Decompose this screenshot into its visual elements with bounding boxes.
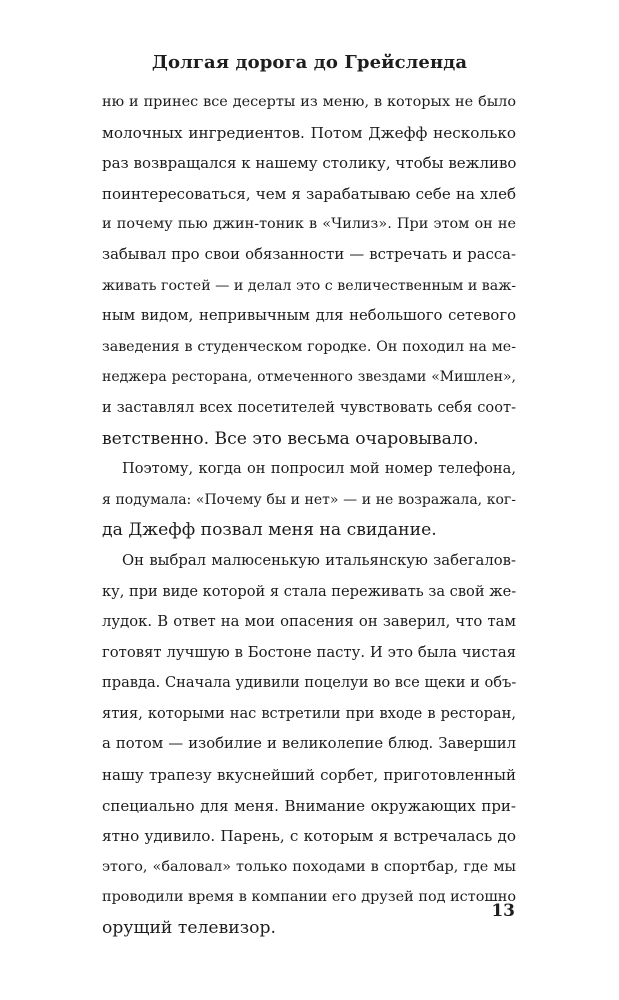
text-line: этого, «баловал» только походами в спортбар, где мы [102, 858, 516, 875]
text-line: ным видом, непривычным для небольшого сетевого [102, 307, 516, 325]
text-line: Он выбрал малюсенькую итальянскую забегалов- [122, 551, 516, 569]
text-line: и заставлял всех посетителей чувствовать себя соот- [102, 398, 516, 416]
text-line: заведения в студенческом городке. Он походил на ме- [102, 338, 516, 355]
text-line: орущий телевизор. [102, 918, 276, 939]
text-line: я подумала: «Почему бы и нет» — и не возражала, ког- [102, 491, 516, 508]
body-text [102, 87, 516, 944]
page-number: 13 [491, 901, 515, 921]
text-line: живать гостей — и делал это с величественным и важ- [102, 277, 517, 294]
text-line: ню и принес все десерты из меню, в которых не было [102, 94, 516, 110]
text-line: неджера ресторана, отмеченного звездами «Мишлен», [102, 369, 516, 386]
text-line: нашу трапезу вкуснейший сорбет, приготовленный [102, 766, 516, 785]
text-line: проводили время в компании его друзей под истошно [102, 889, 516, 906]
text-line: да Джефф позвал меня на свидание. [102, 520, 437, 541]
text-line: и почему пью джин-тоник в «Чилиз». При этом он не [102, 216, 516, 233]
text-line: ятия, которыми нас встретили при входе в ресторан, [102, 704, 516, 722]
text-line: правда. Сначала удивили поцелуи во все щеки и объ- [102, 674, 517, 692]
text-line: ветственно. Все это весьма очаровывало. [102, 428, 479, 449]
text-line: Поэтому, когда он попросил мой номер телефона, [122, 460, 516, 478]
text-line: готовят лучшую в Бостоне пасту. И это была чистая [102, 643, 516, 661]
text-line: а потом — изобилие и великолепие блюд. Завершил [102, 735, 516, 753]
text-line: поинтересоваться, чем я зарабатываю себе на хлеб [102, 184, 516, 203]
text-line: ку, при виде которой я стала переживать за свой же- [102, 582, 517, 600]
text-line: лудок. В ответ на мои опасения он заверил, что там [102, 613, 516, 631]
text-line: молочных ингредиентов. Потом Джефф несколько [102, 123, 516, 142]
text-line: забывал про свои обязанности — встречать и расса- [102, 245, 516, 263]
text-line: ятно удивило. Парень, с которым я встречалась до [102, 827, 516, 846]
text-line: раз возвращался к нашему столику, чтобы вежливо [102, 154, 517, 173]
text-line: специально для меня. Внимание окружающих при- [102, 796, 516, 815]
running-head-title: Долгая дорога до Грейсленда [151, 52, 468, 73]
